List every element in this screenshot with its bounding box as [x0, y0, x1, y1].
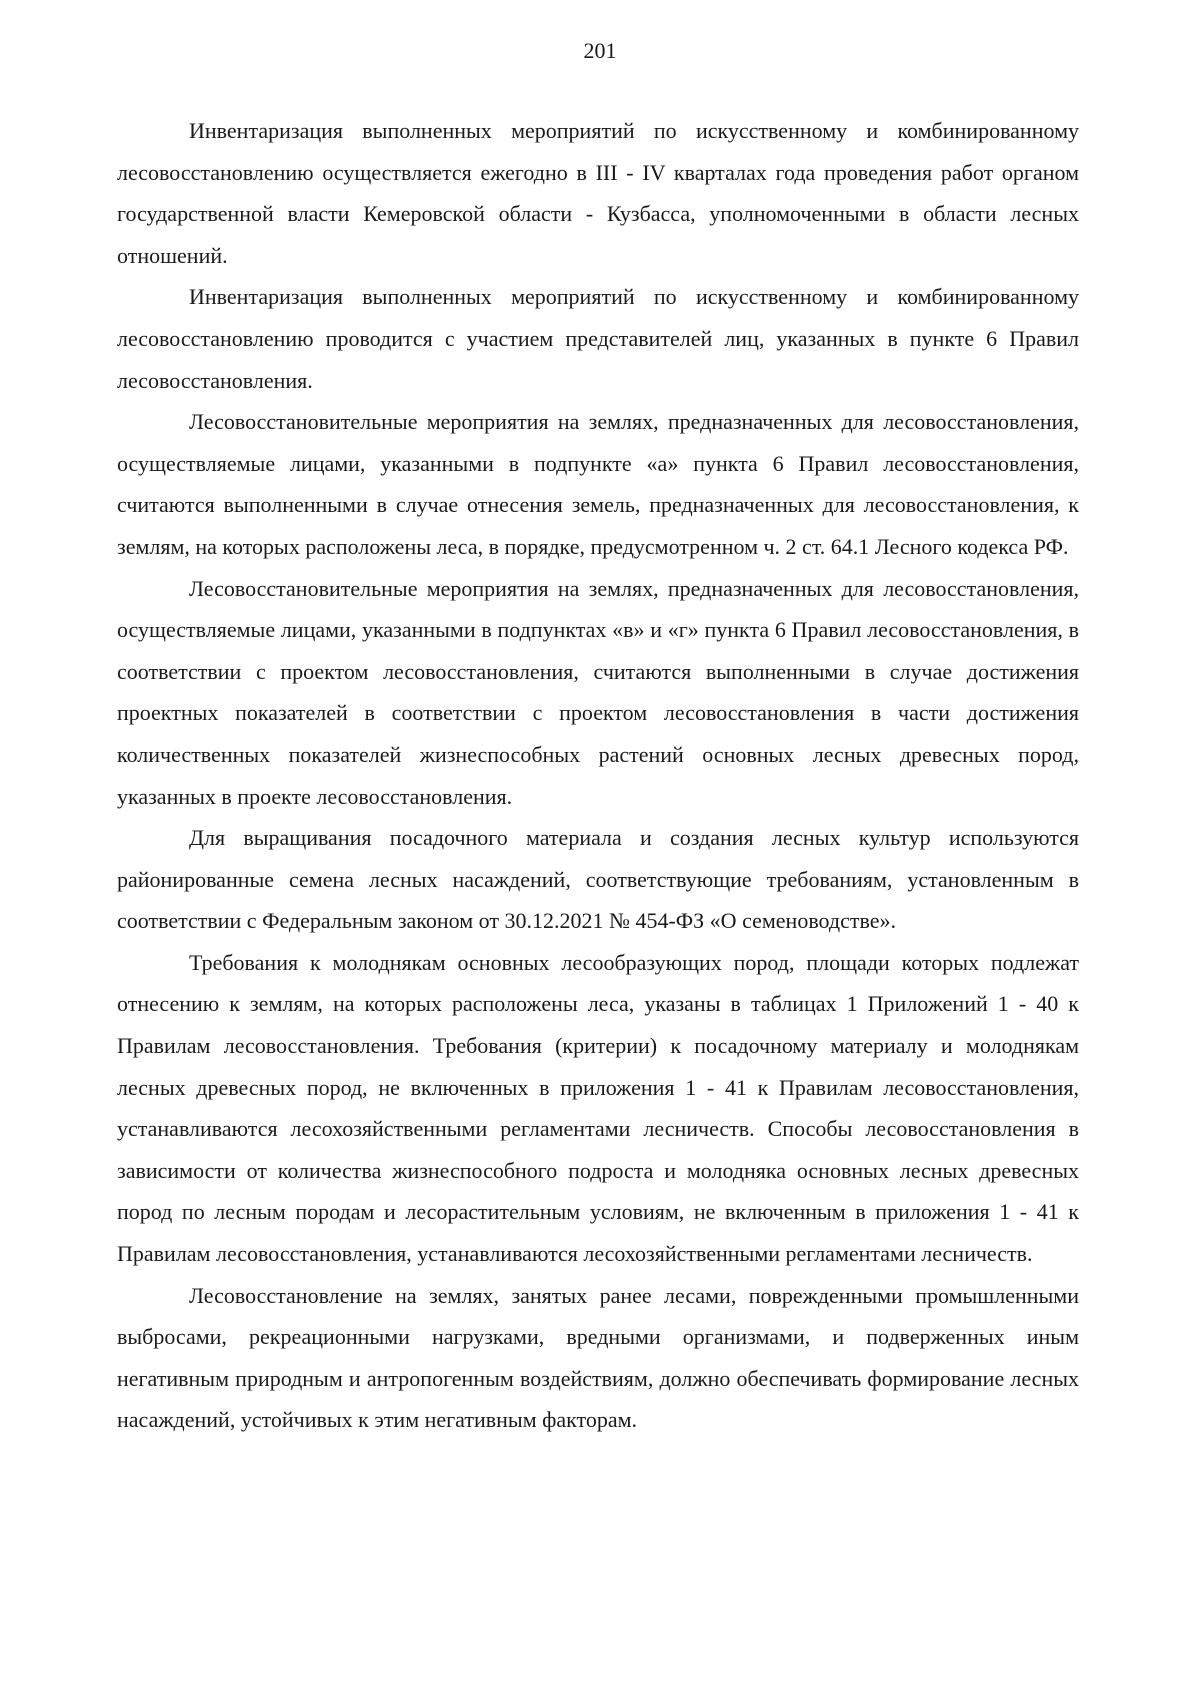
- paragraph-inventory-participants: Инвентаризация выполненных мероприятий по искусственному и комбинированному лесовосстановлению проводится с участием представителей лиц, указанных в пункте 6 Правил лесовосстановления.: [117, 284, 1079, 393]
- paragraph-seed-requirements: Для выращивания посадочного материала и создания лесных культур используются районированные семена лесных насаждений, соответствующие требованиям, установленным в соответствии с Федеральным законом от 30.12.2021 № 454-ФЗ «О семеноводстве».: [117, 825, 1079, 934]
- document-body: [117, 110, 1079, 1441]
- paragraph-inventory-timing: Инвентаризация выполненных мероприятий по искусственному и комбинированному лесовосстановлению осуществляется ежегодно в III - IV кварталах года проведения работ органом государственной власти Кемеровской области - Кузбасса, уполномоченными в области лесных отношений.: [117, 118, 1079, 268]
- paragraph-measures-subpoints-v-g: Лесовосстановительные мероприятия на землях, предназначенных для лесовосстановления, осуществляемые лицами, указанными в подпунктах «в» и «г» пункта 6 Правил лесовосстановления, в соответствии с проектом лесовосстановления, считаются выполненными в случае достижения проектных показателей в соответствии с проектом лесовосстановления в части достижения количественных показателей жизнеспособных растений основных лесных древесных пород, указанных в проекте лесовосстановления.: [117, 575, 1079, 809]
- page-number: 201: [583, 38, 617, 63]
- paragraph-measures-subpoint-a: Лесовосстановительные мероприятия на землях, предназначенных для лесовосстановления, осуществляемые лицами, указанными в подпункте «а» пункта 6 Правил лесовосстановления, считаются выполненными в случае отнесения земель, предназначенных для лесовосстановления, к землям, на которых расположены леса, в порядке, предусмотренном ч. 2 ст. 64.1 Лесного кодекса РФ.: [117, 409, 1079, 559]
- paragraph-damaged-lands: Лесовосстановление на землях, занятых ранее лесами, поврежденными промышленными выбросами, рекреационными нагрузками, вредными организмами, и подверженных иным негативным природным и антропогенным воздействиям, должно обеспечивать формирование лесных насаждений, устойчивых к этим негативным факторам.: [117, 1282, 1079, 1433]
- paragraph-young-stand-requirements: Требования к молоднякам основных лесообразующих пород, площади которых подлежат отнесению к землям, на которых расположены леса, указаны в таблицах 1 Приложений 1 - 40 к Правилам лесовосстановления. Требования (критерии) к посадочному материалу и молоднякам лесных древесных пород, не включенных в приложения 1 - 41 к Правилам лесовосстановления, устанавливаются лесохозяйственными регламентами лесничеств. Способы лесовосстановления в зависимости от количества жизнеспособного подроста и молодняка основных лесных древесных пород по лесным породам и лесорастительным условиям, не включенным в приложения 1 - 41 к Правилам лесовосстановления, устанавливаются лесохозяйственными регламентами лесничеств.: [117, 949, 1079, 1267]
